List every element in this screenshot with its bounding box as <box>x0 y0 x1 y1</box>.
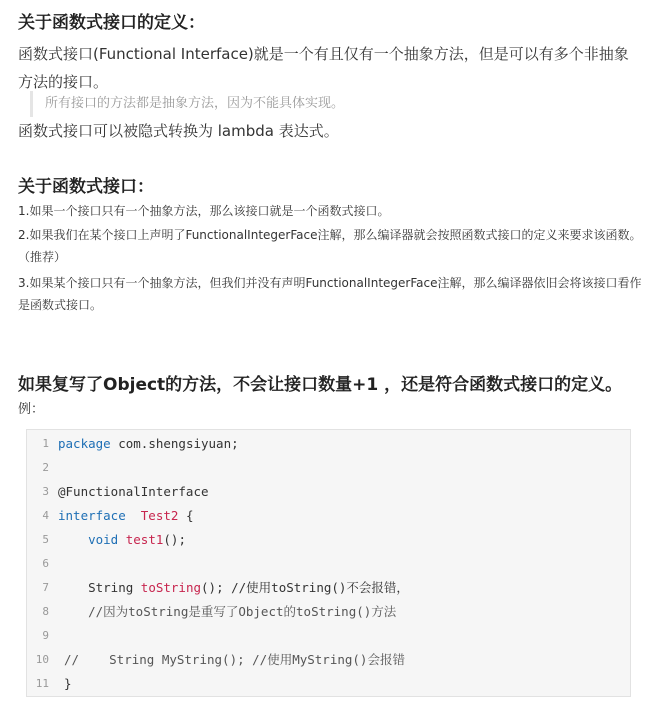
line-number: 5 <box>42 533 49 546</box>
line-number: 11 <box>35 677 49 690</box>
code-identifier: toString <box>140 580 202 595</box>
code-line <box>27 576 630 600</box>
blockquote-text: 所有接口的方法都是抽象方法，因为不能具体实现。 <box>45 96 345 111</box>
section-heading-object-override: 如果复写了Object的方法，不会让接口数量+1 ，还是符合函数式接口的定义。 <box>18 375 623 395</box>
section-heading-about: 关于函数式接口： <box>18 177 154 197</box>
line-number: 8 <box>42 605 49 618</box>
code-identifier: test1 <box>125 532 164 547</box>
line-number: 2 <box>42 461 49 474</box>
code-line <box>27 624 630 648</box>
code-identifier: Test2 <box>125 508 179 523</box>
list-item-1: 1.如果一个接口只有一个抽象方法，那么该接口就是一个函数式接口。 <box>18 204 390 218</box>
definition-paragraph: 函数式接口(Functional Interface)就是一个有且仅有一个抽象方法，但是可以有多个非抽象方法的接口。 <box>18 45 629 91</box>
code-text: } <box>64 676 72 691</box>
blockquote <box>30 91 344 117</box>
code-line <box>27 504 630 528</box>
line-number: 1 <box>42 437 49 450</box>
example-label: 例： <box>18 402 45 417</box>
code-keyword: interface <box>58 508 126 523</box>
line-number: 4 <box>42 509 49 522</box>
code-comment: // String MyString(); //使用MyString()会报错 <box>64 652 405 667</box>
code-text: (); <box>163 532 186 547</box>
code-annotation: @FunctionalInterface <box>58 484 209 499</box>
section-heading-definition: 关于函数式接口的定义： <box>18 13 205 33</box>
line-number: 6 <box>42 557 49 570</box>
code-block <box>26 429 631 697</box>
code-line <box>27 552 630 576</box>
line-number: 10 <box>35 653 49 666</box>
code-line <box>27 648 630 672</box>
code-text: { <box>178 508 194 523</box>
code-comment: //因为toString是重写了Object的toString()方法 <box>58 604 397 619</box>
code-line <box>27 480 630 504</box>
code-keyword: void <box>88 532 119 547</box>
line-number: 9 <box>42 629 49 642</box>
code-line <box>27 456 630 480</box>
code-text: com.shengsiyuan; <box>110 436 239 451</box>
line-number: 7 <box>42 581 49 594</box>
code-text: (); //使用toString()不会报错， <box>201 580 409 595</box>
list-item-3: 3.如果某个接口只有一个抽象方法，但我们并没有声明FunctionalIntegerFace注解，那么编译器依旧会将该接口看作是函数式接口。 <box>18 276 642 312</box>
code-line <box>27 672 630 696</box>
code-text: String <box>58 580 141 595</box>
line-number: 3 <box>42 485 49 498</box>
code-line <box>27 432 630 456</box>
code-keyword: package <box>58 436 111 451</box>
code-line <box>27 528 630 552</box>
code-line <box>27 600 630 624</box>
lambda-note: 函数式接口可以被隐式转换为 lambda 表达式。 <box>18 122 339 140</box>
list-item-2: 2.如果我们在某个接口上声明了FunctionalIntegerFace注解，那么编译器就会按照函数式接口的定义来要求该函数。（推荐） <box>18 228 642 264</box>
